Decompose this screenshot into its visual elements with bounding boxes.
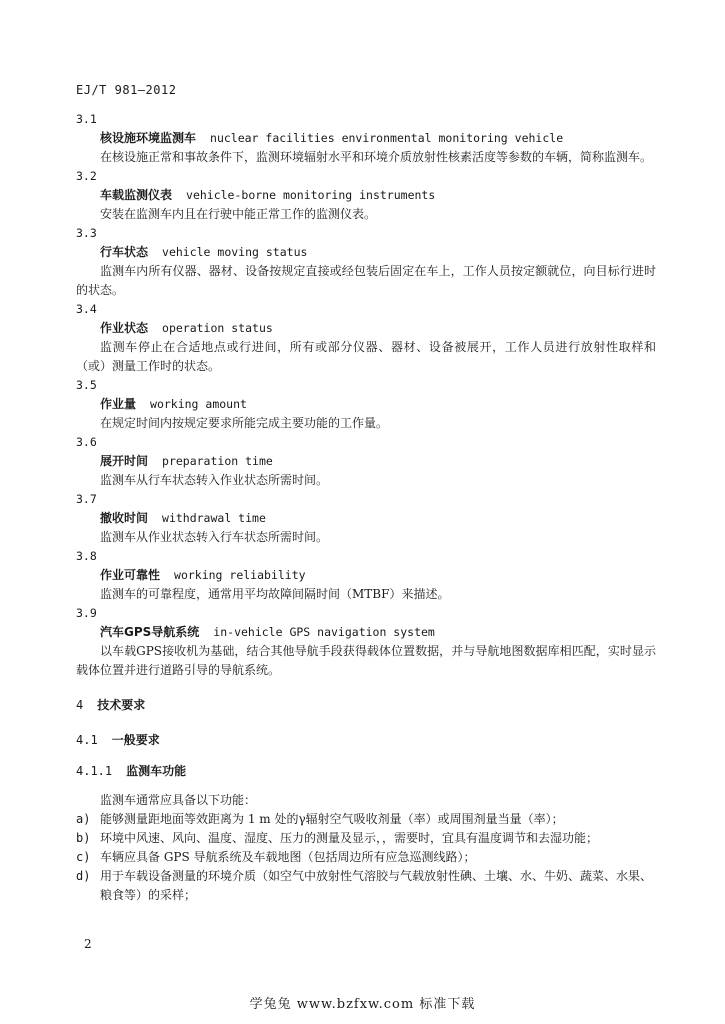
term-english: preparation time bbox=[162, 454, 273, 468]
term-english: working amount bbox=[150, 397, 247, 411]
term-definition: 安装在监测车内且在行驶中能正常工作的监测仪表。 bbox=[100, 207, 377, 221]
section-heading-4-1 bbox=[76, 731, 656, 750]
term-english: working reliability bbox=[174, 568, 306, 582]
term-number: 3.3 bbox=[76, 226, 97, 240]
term-number: 3.9 bbox=[76, 606, 97, 620]
term-number: 3.6 bbox=[76, 435, 97, 449]
term-chinese: 车载监测仪表 bbox=[100, 188, 173, 202]
term-definition: 监测车从行车状态转入作业状态所需时间。 bbox=[100, 473, 329, 487]
term-chinese: 作业状态 bbox=[100, 321, 149, 335]
term-chinese: 作业量 bbox=[100, 397, 137, 411]
term-heading bbox=[76, 129, 656, 148]
list-marker: b) bbox=[76, 831, 91, 845]
section-number: 4 bbox=[76, 698, 84, 712]
term-number: 3.5 bbox=[76, 378, 97, 392]
list-marker: a) bbox=[76, 812, 91, 826]
term-definition: 监测车停止在合适地点或行进间，所有或部分仪器、器材、设备被展开，工作人员进行放射性取样和（或）测量工作时的状态。 bbox=[76, 340, 656, 373]
list-marker: c) bbox=[76, 850, 91, 864]
term-english: nuclear facilities environmental monitoring vehicle bbox=[210, 131, 564, 145]
term-heading bbox=[76, 509, 656, 528]
term-definition: 在规定时间内按规定要求所能完成主要功能的工作量。 bbox=[100, 416, 389, 430]
terms-list bbox=[76, 110, 656, 680]
term-definition: 以车载GPS接收机为基础，结合其他导航手段获得载体位置数据，并与导航地图数据库相匹配，实时显示载体位置并进行道路引导的导航系统。 bbox=[76, 644, 656, 677]
list-text: 车辆应具备 GPS 导航系统及车载地图（包括周边所有应急巡测线路）； bbox=[100, 850, 476, 864]
list-item bbox=[76, 810, 656, 829]
term-heading bbox=[76, 395, 656, 414]
term-chinese: 作业可靠性 bbox=[100, 568, 161, 582]
list-text: 能够测量距地面等效距离为 1 m 处的γ辐射空气吸收剂量（率）或周围剂量当量（率）； bbox=[100, 812, 564, 826]
term-definition: 监测车内所有仪器、器材、设备按规定直接或经包装后固定在车上，工作人员按定额就位，向目标行进时的状态。 bbox=[76, 264, 656, 297]
section-heading-4 bbox=[76, 696, 656, 715]
term-heading bbox=[76, 623, 656, 642]
term-number: 3.2 bbox=[76, 169, 97, 183]
term-chinese: 展开时间 bbox=[100, 454, 149, 468]
section-title: 技术要求 bbox=[97, 698, 146, 712]
term-english: vehicle-borne monitoring instruments bbox=[186, 188, 436, 202]
list-text: 环境中风速、风向、温度、湿度、压力的测量及显示，，需要时，宜具有温度调节和去湿功能； bbox=[100, 831, 599, 845]
term-heading bbox=[76, 566, 656, 585]
section-heading-4-1-1 bbox=[76, 762, 656, 781]
term-chinese: 撤收时间 bbox=[100, 511, 149, 525]
standard-code-header: EJ/T 981—2012 bbox=[76, 83, 177, 97]
list-text: 用于车载设备测量的环境介质（如空气中放射性气溶胶与气载放射性碘、土壤、水、牛奶、蔬菜、水果、粮食等）的采样； bbox=[100, 869, 653, 902]
term-english: operation status bbox=[162, 321, 273, 335]
term-number: 3.7 bbox=[76, 492, 97, 506]
section-title: 一般要求 bbox=[111, 733, 160, 747]
term-number: 3.8 bbox=[76, 549, 97, 563]
term-english: in-vehicle GPS navigation system bbox=[213, 625, 435, 639]
list-marker: d) bbox=[76, 869, 91, 883]
term-number: 3.4 bbox=[76, 302, 97, 316]
list-item bbox=[76, 867, 656, 905]
term-english: vehicle moving status bbox=[162, 245, 308, 259]
term-heading bbox=[76, 319, 656, 338]
term-definition: 监测车从作业状态转入行车状态所需时间。 bbox=[100, 530, 329, 544]
page-content bbox=[76, 110, 656, 905]
term-chinese: 核设施环境监测车 bbox=[100, 131, 197, 145]
term-chinese: 汽车GPS导航系统 bbox=[100, 625, 200, 639]
list-item bbox=[76, 829, 656, 848]
section-number: 4.1 bbox=[76, 733, 98, 747]
intro-paragraph: 监测车通常应具备以下功能： bbox=[100, 793, 257, 807]
function-list bbox=[76, 810, 656, 905]
term-english: withdrawal time bbox=[162, 511, 266, 525]
term-heading bbox=[76, 452, 656, 471]
term-number: 3.1 bbox=[76, 112, 97, 126]
footer-watermark: 学兔兔 www.bzfxw.com 标准下载 bbox=[249, 997, 476, 1012]
section-title: 监测车功能 bbox=[126, 764, 187, 778]
term-chinese: 行车状态 bbox=[100, 245, 149, 259]
section-number: 4.1.1 bbox=[76, 764, 113, 778]
term-definition: 监测车的可靠程度，通常用平均故障间隔时间（MTBF）来描述。 bbox=[100, 587, 450, 601]
term-heading bbox=[76, 243, 656, 262]
term-definition: 在核设施正常和事故条件下，监测环境辐射水平和环境介质放射性核素活度等参数的车辆，简称监测车。 bbox=[100, 150, 653, 164]
page-number: 2 bbox=[84, 937, 92, 951]
term-heading bbox=[76, 186, 656, 205]
list-item bbox=[76, 848, 656, 867]
